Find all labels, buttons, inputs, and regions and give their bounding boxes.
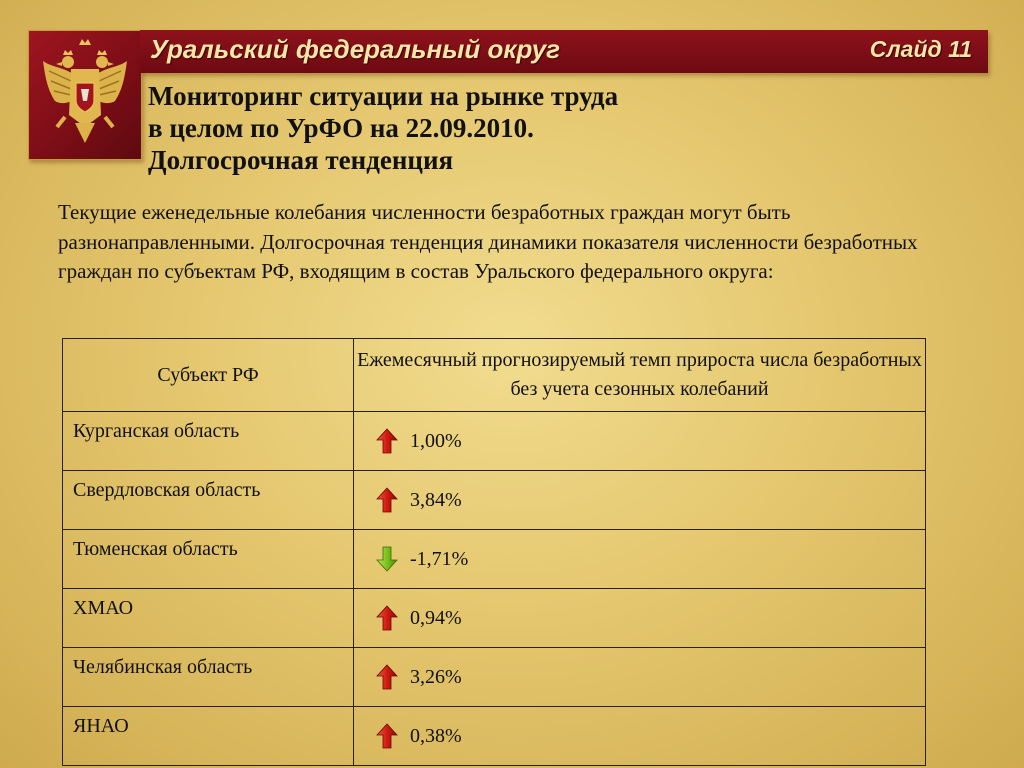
up-arrow-icon <box>376 664 398 690</box>
rate-value: 0,38% <box>410 724 462 747</box>
table-header-row <box>63 339 926 412</box>
page-title <box>148 80 848 176</box>
header-bar <box>140 30 988 73</box>
rate-cell <box>354 648 926 707</box>
table-row <box>63 471 926 530</box>
down-arrow-icon <box>376 546 398 572</box>
rate-value: 1,00% <box>410 429 462 452</box>
subject-cell: Курганская область <box>63 412 354 471</box>
rate-cell <box>354 707 926 766</box>
unemployment-table <box>62 338 926 766</box>
slide-number: Слайд 11 <box>869 36 972 62</box>
intro-paragraph: Текущие еженедельные колебания численности безработных граждан могут быть разнонаправленными. Долгосрочная тенденция динамики показателя численности безработных граждан по субъектам РФ, входящим в состав Уральского федерального округа: <box>58 200 918 283</box>
title-line-3: Долгосрочная тенденция <box>148 145 454 175</box>
double-headed-eagle-icon <box>29 31 141 159</box>
rate-value: 3,26% <box>410 665 462 688</box>
table-row <box>63 648 926 707</box>
table-row <box>63 530 926 589</box>
rate-cell <box>354 471 926 530</box>
subject-cell: Тюменская область <box>63 530 354 589</box>
rate-value: -1,71% <box>410 547 469 570</box>
up-arrow-icon <box>376 428 398 454</box>
column-header-subject: Субъект РФ <box>63 339 354 412</box>
coat-of-arms <box>28 30 142 160</box>
column-header-rate: Ежемесячный прогнозируемый темп прироста числа безработных без учета сезонных колебаний <box>354 339 926 412</box>
title-line-2: в целом по УрФО на 22.09.2010. <box>148 113 534 143</box>
subject-cell: ЯНАО <box>63 707 354 766</box>
subject-cell: ХМАО <box>63 589 354 648</box>
subject-cell: Свердловская область <box>63 471 354 530</box>
rate-cell <box>354 589 926 648</box>
up-arrow-icon <box>376 605 398 631</box>
rate-value: 3,84% <box>410 488 462 511</box>
up-arrow-icon <box>376 487 398 513</box>
rate-cell <box>354 412 926 471</box>
rate-value: 0,94% <box>410 606 462 629</box>
table-row <box>63 589 926 648</box>
up-arrow-icon <box>376 723 398 749</box>
rate-cell <box>354 530 926 589</box>
subject-cell: Челябинская область <box>63 648 354 707</box>
district-title: Уральский федеральный округ <box>150 34 561 64</box>
table-row <box>63 707 926 766</box>
table-row <box>63 412 926 471</box>
title-line-1: Мониторинг ситуации на рынке труда <box>148 81 619 111</box>
